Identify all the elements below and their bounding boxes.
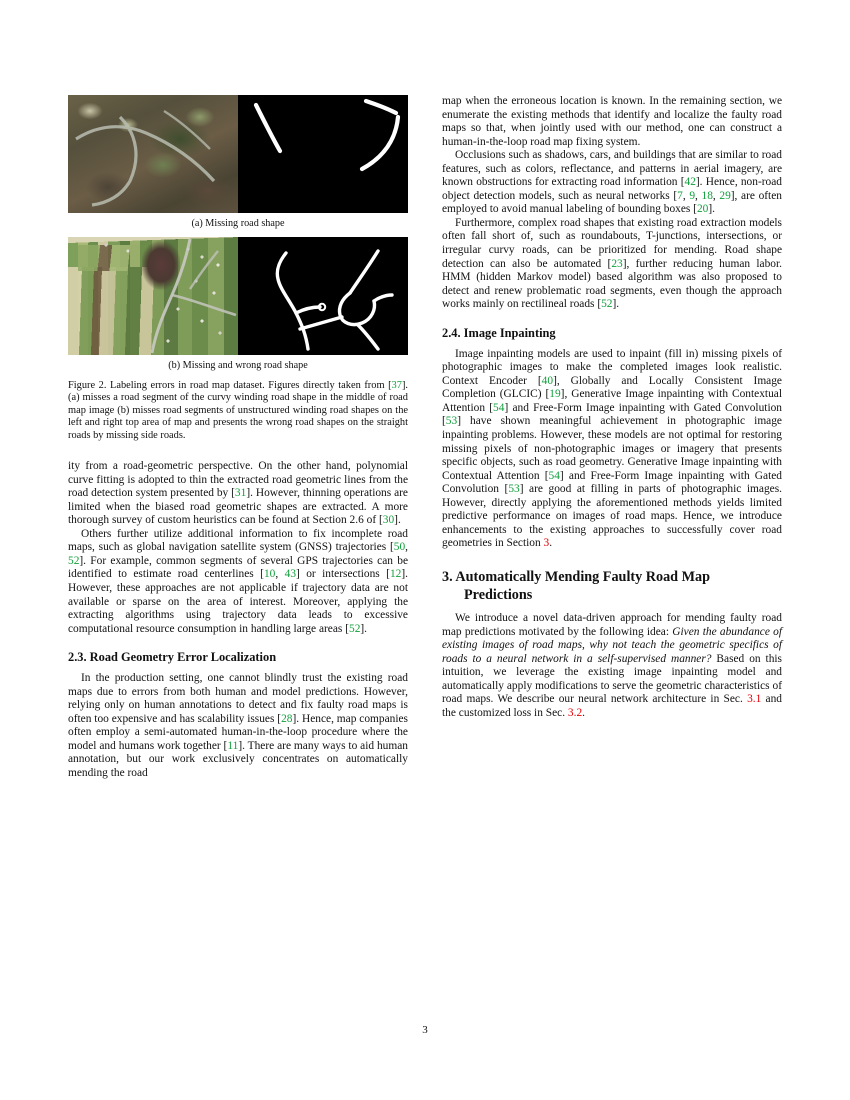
- citation-23[interactable]: 23: [611, 257, 623, 270]
- figcap-text-2: ]. (a) misses a road segment of the curvy winding road shape in the middle of road map image (b) misses road segments of unstructured winding road shapes on the left and right top area of map and presents the wrong road shapes on the straight roads by missing side roads.: [68, 380, 408, 441]
- para-text: ]. For example, common segments of several GPS trajectories can be identified to estimate road centerlines [: [68, 554, 408, 581]
- para-text: ], are often employed to avoid manual labeling of bounding boxes [: [442, 189, 782, 216]
- road-mask-graph-network: [238, 237, 408, 355]
- para-text: .: [582, 706, 586, 719]
- paragraph-3: [442, 612, 782, 720]
- paragraph-2-3: [68, 672, 408, 780]
- heading-3: [442, 568, 782, 605]
- figure-2: [68, 95, 408, 442]
- para-text: ]. However, thinning operations are limited when the biased road geometric shapes are extracted. A more thorough survey of custom heuristics can be found at Section 2.6 of [: [68, 487, 408, 527]
- heading-2-3: 2.3. Road Geometry Error Localization: [68, 650, 277, 665]
- para-text: We introduce a novel data-driven approach for mending faulty road map predictions motivated by the following idea:: [442, 611, 782, 638]
- citation-7[interactable]: 7: [677, 189, 683, 202]
- mask-strokes-a: [238, 95, 408, 213]
- subfigure-a-caption: (a) Missing road shape: [191, 218, 285, 229]
- emphasis-research-idea: Given the abundance of existing images of road maps, why not teach the geometric specifics of roads to a neural network in a self-supervised manner?: [442, 625, 782, 665]
- citation-30[interactable]: 30: [382, 514, 395, 527]
- aerial-photo-wooded-suburb: [68, 95, 238, 213]
- citation-9[interactable]: 9: [689, 189, 696, 202]
- para-text: ], Globally and Locally Consistent Image Completion (GLCIC) [: [442, 374, 782, 401]
- para-text: and the customized loss in Sec.: [442, 693, 782, 719]
- para-text: ]. However, these approaches are not applicable if trajectory data are not available or sparse on the area of interest. Moreover, applying the extracting algorithms using trajectory data leads to excessive computational resource consumption in handling large areas [: [68, 568, 408, 635]
- para-text: In the production setting, one cannot blindly trust the existing road maps due to errors from both human and model predictions. However, relying only on human annotations to detect and fix faulty road maps is often too expensive and has scalability issues [: [68, 672, 408, 725]
- road-overlay-a: [68, 95, 238, 213]
- road-overlay-b: [68, 237, 238, 355]
- para-text: Image inpainting models are used to inpaint (fill in) missing pixels of photographic images to make the completed images look realistic. Context Encoder [: [442, 347, 782, 387]
- citation-37[interactable]: 37: [391, 380, 402, 391]
- paragraph-2-4: [442, 348, 782, 551]
- para-text: ]. Hence, non-road object detection models, such as neural networks [: [442, 176, 782, 202]
- paragraph-furthermore: [442, 217, 782, 312]
- paragraph-occlusions: [442, 149, 782, 217]
- citation-29[interactable]: 29: [719, 189, 731, 202]
- para-text: ]. Hence, map companies often employ a semi-automated human-in-the-loop procedure where the model and humans work together [: [68, 712, 408, 752]
- citation-19[interactable]: 19: [549, 388, 561, 401]
- para-text: Others further utilize additional information to fix incomplete road maps, such as global navigation satellite system (GNSS) trajectories [: [68, 527, 408, 554]
- para-text: map when the erroneous location is known. In the remaining section, we enumerate the existing methods that identify and localize the faulty road maps so that, when jointly used with our method, one can construct a human-in-the-loop road map fixing system.: [442, 95, 782, 148]
- heading-3-line2: Predictions: [464, 587, 533, 604]
- para-text: Based on this intuition, we leverage the existing image inpainting model and automatically apply modifications to serve the geometric characteristics of road maps. We describe our neural network architecture in Sec.: [442, 652, 782, 706]
- para-text: .: [549, 537, 553, 550]
- para-text: ]. There are many ways to aid human annotation, but our work exclusively concentrates on automatically mending the road: [68, 739, 408, 779]
- cite-sep: ,: [275, 568, 285, 581]
- para-text: ], Generative Image inpainting with Contextual Attention [: [442, 388, 782, 414]
- citation-50[interactable]: 50: [393, 541, 406, 554]
- citation-42[interactable]: 42: [684, 176, 696, 189]
- citation-54b[interactable]: 54: [548, 469, 560, 482]
- section-ref-3[interactable]: 3: [543, 537, 550, 550]
- para-text: ], further reducing human labor. HMM (hidden Markov model) based algorithm was also proposed to detect and renew problematic road segments, even though the approach works mainly on rectilineal roads [: [442, 257, 782, 311]
- section-ref-3-2[interactable]: 3.2: [567, 706, 583, 719]
- citation-31[interactable]: 31: [234, 487, 247, 500]
- cite-sep: ,: [405, 541, 408, 554]
- citation-53b[interactable]: 53: [508, 483, 520, 496]
- figcap-text-1: Figure 2. Labeling errors in road map dataset. Figures directly taken from [: [68, 380, 392, 391]
- para-text: Occlusions such as shadows, cars, and buildings that are similar to road features, such as colors, reflectance, and patterns in aerial imagery, are known obstructions for extracting road information [: [442, 149, 782, 189]
- roundabout-node: [319, 304, 325, 310]
- para-text: ].: [360, 622, 368, 635]
- page-number: 3: [422, 1024, 428, 1036]
- citation-20[interactable]: 20: [696, 203, 709, 216]
- citation-40[interactable]: 40: [541, 374, 554, 387]
- heading-2-4: 2.4. Image Inpainting: [442, 325, 556, 340]
- subfigure-b: [68, 237, 408, 372]
- citation-53[interactable]: 53: [445, 415, 458, 428]
- mask-strokes-b: [238, 237, 408, 355]
- para-text: ].: [612, 298, 620, 311]
- citation-28[interactable]: 28: [281, 712, 293, 725]
- citation-11[interactable]: 11: [227, 739, 239, 752]
- figure-2-caption: [68, 380, 408, 442]
- citation-52b[interactable]: 52: [349, 622, 361, 635]
- road-mask-missing-curve: [238, 95, 408, 213]
- paragraph-map: [442, 95, 782, 149]
- para-text: ].: [708, 203, 716, 216]
- citation-52[interactable]: 52: [68, 554, 80, 567]
- subfigure-b-caption: (b) Missing and wrong road shape: [168, 360, 308, 371]
- left-column: [68, 95, 408, 1010]
- cite-sep: ,: [695, 189, 702, 202]
- para-text: ] have shown meaningful achievement in photographic image inpainting problems. However, these models are not optimal for restoring missing pixels of non-photographic images or imagery that presents specific objects, such as road geometry. Generative Image inpainting with Contextual Attention [: [442, 415, 782, 482]
- section-ref-3-1[interactable]: 3.1: [747, 693, 762, 706]
- subfigure-a: [68, 95, 408, 230]
- para-text: ity from a road-geometric perspective. On the other hand, polynomial curve fitting is adopted to thin the extracted road geometric lines from the road detection system presented by [: [68, 460, 408, 500]
- two-column-body: [68, 95, 782, 1010]
- citation-12[interactable]: 12: [389, 568, 402, 581]
- subfigure-a-images: [68, 95, 408, 213]
- aerial-photo-farmland-village: [68, 237, 238, 355]
- cite-sep: ,: [682, 189, 690, 202]
- para-text: ] are good at filling in parts of photographic images. However, directly applying the aforementioned methods yields limited predictive performance on images of road maps. Hence, we introduce enhancements to the existing approaches to successfully cover road geometries in Section: [442, 483, 782, 550]
- para-text: ] and Free-Form Image inpainting with Gated Convolution [: [442, 469, 783, 496]
- citation-54[interactable]: 54: [493, 401, 505, 414]
- para-text: ] and Free-Form Image inpainting with Gated Convolution [: [442, 401, 782, 428]
- heading-3-line1: 3. Automatically Mending Faulty Road Map: [442, 568, 710, 585]
- citation-43[interactable]: 43: [284, 568, 297, 581]
- cite-sep: ,: [712, 189, 720, 202]
- right-column: [442, 95, 782, 1010]
- subfigure-b-images: [68, 237, 408, 355]
- paragraph-others: [68, 528, 408, 636]
- paragraph-continued: [68, 460, 408, 528]
- para-text: ].: [394, 514, 401, 527]
- citation-52c[interactable]: 52: [601, 298, 613, 311]
- para-text: ] or intersections [: [296, 568, 390, 581]
- citation-10[interactable]: 10: [263, 568, 276, 581]
- citation-18[interactable]: 18: [701, 189, 713, 202]
- para-text: Furthermore, complex road shapes that existing road extraction models often fall short of, such as roundabouts, T-junctions, intersections, or irregular curvy roads, can be prioritized for mending. Road shape detection can also be automated [: [442, 216, 782, 270]
